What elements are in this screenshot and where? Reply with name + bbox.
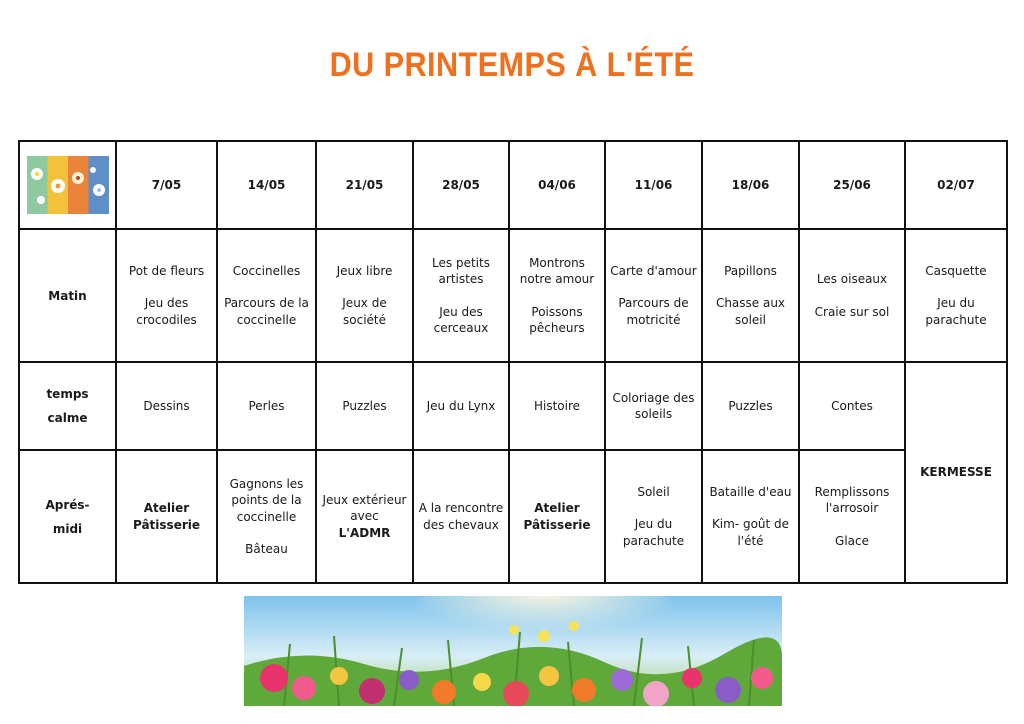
activity-cell: Atelier Pâtisserie [509,450,605,583]
page-title: DU PRINTEMPS À L'ÉTÉ [329,46,695,84]
activity-cell: A la rencontre des chevaux [413,450,509,583]
activity-cell: Perles [217,362,316,450]
activity-cell: Puzzles [316,362,413,450]
activity-schedule-table [18,140,1008,584]
activity-cell: Atelier Pâtisserie [116,450,217,583]
activity-cell: Casquette Jeu du parachute [905,229,1007,362]
activity-cell: Gagnons les points de la coccinelle Bâteau [217,450,316,583]
date-header: 02/07 [905,141,1007,229]
activity-cell: Jeux extérieur avec L'ADMR [316,450,413,583]
apres-midi-row [19,450,1007,583]
date-header: 25/06 [799,141,905,229]
activity-cell: Pot de fleurs Jeu des crocodiles [116,229,217,362]
activity-cell: Coloriage des soleils [605,362,702,450]
activity-cell: Dessins [116,362,217,450]
activity-cell: Montrons notre amour Poissons pêcheurs [509,229,605,362]
activity-cell: Les oiseaux Craie sur sol [799,229,905,362]
activity-cell: Puzzles [702,362,799,450]
activity-cell: Coccinelles Parcours de la coccinelle [217,229,316,362]
four-seasons-image [27,156,109,214]
date-header: 14/05 [217,141,316,229]
date-header: 21/05 [316,141,413,229]
row-label-matin: Matin [19,229,116,362]
temps-calme-row [19,362,1007,450]
activity-cell: Contes [799,362,905,450]
date-header: 04/06 [509,141,605,229]
activity-cell: Jeu du Lynx [413,362,509,450]
activity-cell: Carte d'amour Parcours de motricité [605,229,702,362]
flower-meadow-banner [244,596,782,706]
date-header: 11/06 [605,141,702,229]
date-header: 18/06 [702,141,799,229]
date-header: 7/05 [116,141,217,229]
seasons-thumbnail-cell [19,141,116,229]
activity-cell: Bataille d'eau Kim- goût de l'été [702,450,799,583]
activity-cell: Remplissons l'arrosoir Glace [799,450,905,583]
activity-cell: Soleil Jeu du parachute [605,450,702,583]
date-header: 28/05 [413,141,509,229]
activity-cell: Papillons Chasse aux soleil [702,229,799,362]
activity-cell: Histoire [509,362,605,450]
row-label-apres-midi: Aprés- midi [19,450,116,583]
activity-cell: Les petits artistes Jeu des cerceaux [413,229,509,362]
kermesse-cell: KERMESSE [905,362,1007,583]
activity-cell: Jeux libre Jeux de société [316,229,413,362]
row-label-temps-calme: temps calme [19,362,116,450]
header-row [19,141,1007,229]
matin-row [19,229,1007,362]
